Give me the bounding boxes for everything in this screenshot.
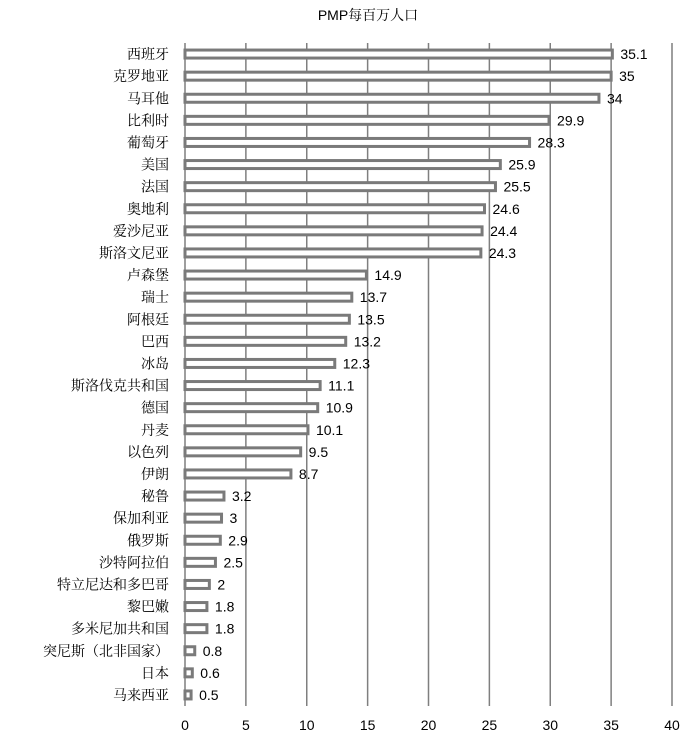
data-label: 2	[217, 576, 226, 593]
category-label: 德国	[141, 400, 169, 417]
data-label: 25.5	[503, 178, 531, 195]
category-label: 卢森堡	[127, 268, 169, 285]
bar	[185, 249, 481, 257]
bar	[185, 205, 485, 213]
data-label: 0.8	[202, 642, 223, 659]
category-label: 伊朗	[141, 466, 169, 483]
data-label: 8.7	[298, 465, 319, 482]
bar	[185, 558, 215, 566]
bar	[185, 227, 482, 235]
x-tick-label: 0	[181, 717, 189, 733]
bar	[185, 603, 207, 611]
category-label: 俄罗斯	[127, 533, 169, 550]
category-label: 巴西	[141, 334, 169, 351]
category-label: 丹麦	[141, 422, 169, 439]
x-tick-label: 5	[241, 717, 250, 733]
bar	[185, 580, 209, 588]
category-label: 比利时	[127, 113, 169, 130]
x-tick-label: 30	[542, 717, 559, 733]
bar	[185, 337, 346, 345]
category-label: 日本	[141, 665, 169, 682]
x-tick-label: 15	[359, 717, 376, 733]
x-tick-label: 20	[420, 717, 437, 733]
x-tick-label: 40	[664, 717, 680, 733]
data-label: 12.3	[342, 355, 371, 372]
data-label: 10.1	[315, 421, 344, 438]
data-label: 0.5	[199, 686, 219, 703]
data-label: 2.9	[228, 532, 248, 549]
bar	[185, 470, 291, 478]
data-label: 13.7	[359, 289, 388, 306]
data-label: 35.1	[620, 46, 648, 63]
category-label: 多米尼加共和国	[71, 621, 169, 638]
data-label: 1.8	[214, 598, 235, 615]
bar	[185, 669, 192, 677]
bar	[185, 94, 599, 102]
category-label: 爱沙尼亚	[113, 223, 169, 240]
data-label: 35	[619, 68, 635, 85]
bar	[185, 647, 195, 655]
bar	[185, 691, 191, 699]
data-label: 3	[229, 510, 238, 527]
category-label: 奥地利	[127, 201, 169, 218]
category-labels	[43, 47, 169, 704]
category-label: 美国	[141, 157, 169, 174]
category-label: 沙特阿拉伯	[99, 555, 169, 572]
x-tick-label: 10	[298, 717, 315, 733]
category-label: 黎巴嫩	[127, 599, 169, 616]
bar	[185, 426, 308, 434]
bar	[185, 116, 549, 124]
data-label: 13.2	[353, 333, 381, 350]
category-label: 葡萄牙	[127, 135, 169, 152]
category-label: 以色列	[127, 444, 169, 461]
bar	[185, 625, 207, 633]
bar	[185, 448, 301, 456]
bar	[185, 404, 318, 412]
bar	[185, 161, 500, 169]
bar	[185, 50, 612, 58]
category-label: 秘鲁	[141, 489, 169, 506]
data-label: 24.6	[492, 200, 520, 217]
data-label: 11.1	[328, 377, 355, 394]
data-label: 13.5	[357, 311, 385, 328]
bar	[185, 293, 352, 301]
data-label: 10.9	[325, 399, 353, 416]
bar	[185, 138, 530, 146]
data-label: 24.4	[490, 222, 518, 239]
data-label: 14.9	[374, 267, 402, 284]
category-label: 特立尼达和多巴哥	[57, 577, 169, 594]
category-label: 马来西亚	[113, 687, 169, 704]
data-label: 28.3	[537, 134, 565, 151]
data-label: 24.3	[488, 244, 517, 261]
category-label: 斯洛文尼亚	[99, 245, 169, 262]
data-label: 2.5	[223, 554, 243, 571]
bar	[185, 315, 349, 323]
x-tick-label: 25	[481, 717, 498, 733]
category-label: 保加利亚	[113, 511, 169, 528]
data-label: 34	[606, 90, 623, 107]
data-label: 1.8	[214, 620, 235, 637]
x-tick-labels	[181, 717, 680, 733]
category-label: 瑞士	[141, 290, 169, 307]
category-label: 西班牙	[127, 47, 169, 64]
category-label: 斯洛伐克共和国	[71, 378, 169, 395]
category-label: 马耳他	[127, 91, 169, 108]
data-label: 0.6	[200, 664, 220, 681]
data-label: 25.9	[508, 156, 536, 173]
bar	[185, 514, 222, 522]
category-label: 阿根廷	[127, 312, 169, 329]
category-label: 克罗地亚	[113, 69, 169, 86]
category-label: 冰岛	[141, 356, 169, 373]
data-label: 29.9	[557, 112, 585, 129]
bar	[185, 382, 320, 390]
category-label: 法国	[141, 179, 169, 196]
bar	[185, 183, 495, 191]
bar	[185, 72, 611, 80]
bar	[185, 492, 224, 500]
bar	[185, 271, 366, 279]
category-label: 突尼斯（北非国家）	[43, 643, 169, 660]
bar	[185, 536, 220, 544]
chart-title: PMP每百万人口	[317, 7, 419, 23]
x-tick-label: 35	[603, 717, 619, 733]
data-label: 9.5	[308, 443, 329, 460]
data-label: 3.2	[231, 488, 252, 505]
bar	[185, 359, 335, 367]
